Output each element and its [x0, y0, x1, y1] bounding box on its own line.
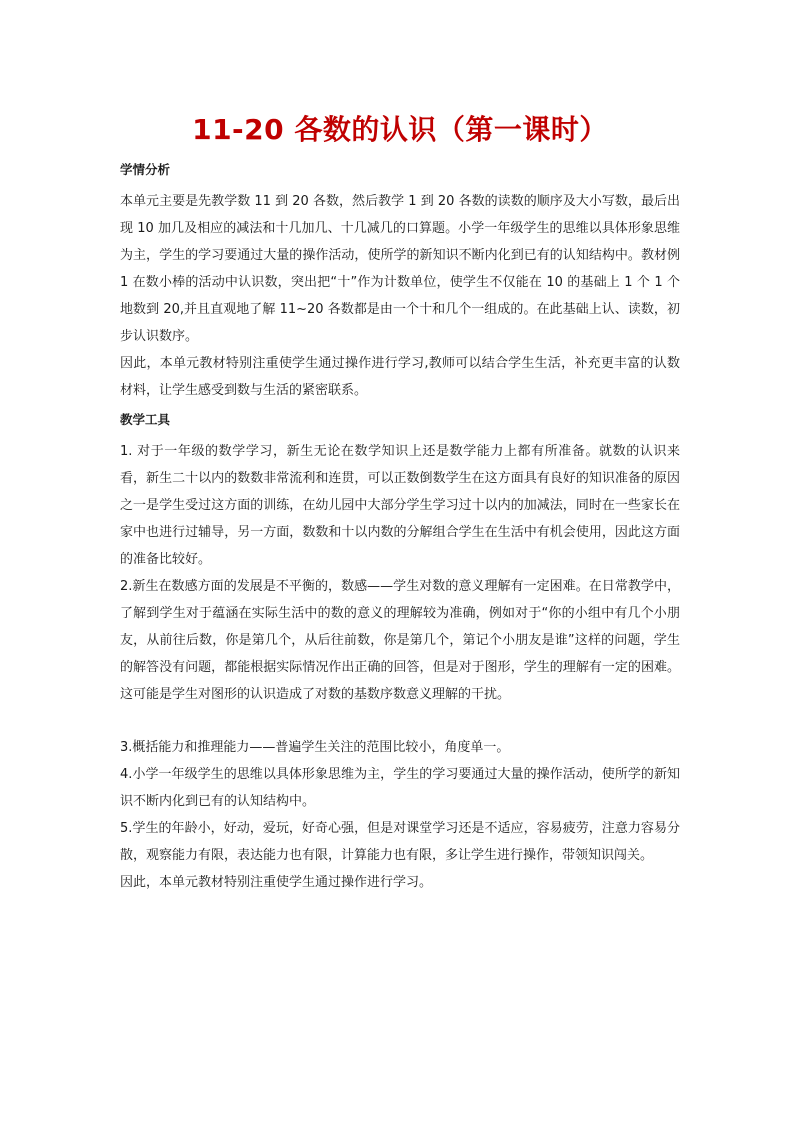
- tools-item-1: 1. 对于一年级的数学学习，新生无论在数学知识上还是数学能力上都有所准备。就数的认识来看，新生二十以内的数数非常流利和连贯，可以正数倒数学生在这方面具有良好的知识准备的原因之一是学生受过这方面的训练，在幼儿园中大部分学生学习过十以内的加减法，同时在一些家长在家中也进行过辅导，另一方面，数数和十以内数的分解组合学生在生活中有机会使用，因此这方面的准备比较好。: [120, 444, 680, 567]
- analysis-paragraph-2: 因此，本单元教材特别注重使学生通过操作进行学习,教师可以结合学生生活，补充更丰富的认数材料，让学生感受到数与生活的紧密联系。: [120, 356, 680, 398]
- tools-item-4: 4.小学一年级学生的思维以具体形象思维为主，学生的学习要通过大量的操作活动，使所学的新知识不断内化到已有的认知结构中。: [120, 767, 680, 809]
- tools-item-2: 2.新生在数感方面的发展是不平衡的，数感——学生对数的意义理解有一定困难。在日常教学中，了解到学生对于蕴涵在实际生活中的数的意义的理解较为准确，例如对于“你的小组中有几个小朋友，从前往后数，你是第几个，从后往前数，你是第几个，第记个小朋友是谁”这样的问题，学生的解答没有问题，都能根据实际情况作出正确的回答，但是对于图形，学生的理解有一定的困难。这可能是学生对图形的认识造成了对数的基数序数意义理解的干扰。: [120, 579, 680, 702]
- document-page: [120, 108, 680, 896]
- tools-item-3: 3.概括能力和推理能力——普遍学生关注的范围比较小，角度单一。: [120, 740, 510, 755]
- section-heading-analysis: 学情分析: [120, 162, 171, 177]
- document-title: 11-20 各数的认识（第一课时）: [192, 113, 608, 146]
- tools-item-5: 5.学生的年龄小，好动，爱玩，好奇心强，但是对课堂学习还是不适应，容易疲劳，注意力容易分散，观察能力有限，表达能力也有限，计算能力也有限，多让学生进行操作，带领知识闯关。: [120, 821, 680, 863]
- spacer: [120, 708, 680, 734]
- tools-conclusion: 因此，本单元教材特别注重使学生通过操作进行学习。: [120, 875, 433, 890]
- section-heading-tools: 教学工具: [120, 412, 171, 427]
- analysis-paragraph-1: 本单元主要是先教学数 11 到 20 各数，然后教学 1 到 20 各数的读数的顺序及大小写数，最后出现 10 加几及相应的减法和十几加几、十几减几的口算题。小学一年级学生的思维以具体形象思维为主，学生的学习要通过大量的操作活动，使所学的新知识不断内化到已有的认知结构中。教材例 1 在数小棒的活动中认识数，突出把“十”作为计数单位，使学生不仅能在 10 的基础上 1 个 1 个地数到 20,并且直观地了解 11~20 各数都是由一个十和几个一组成的。在此基础上认、读数，初步认识数序。: [120, 194, 680, 344]
